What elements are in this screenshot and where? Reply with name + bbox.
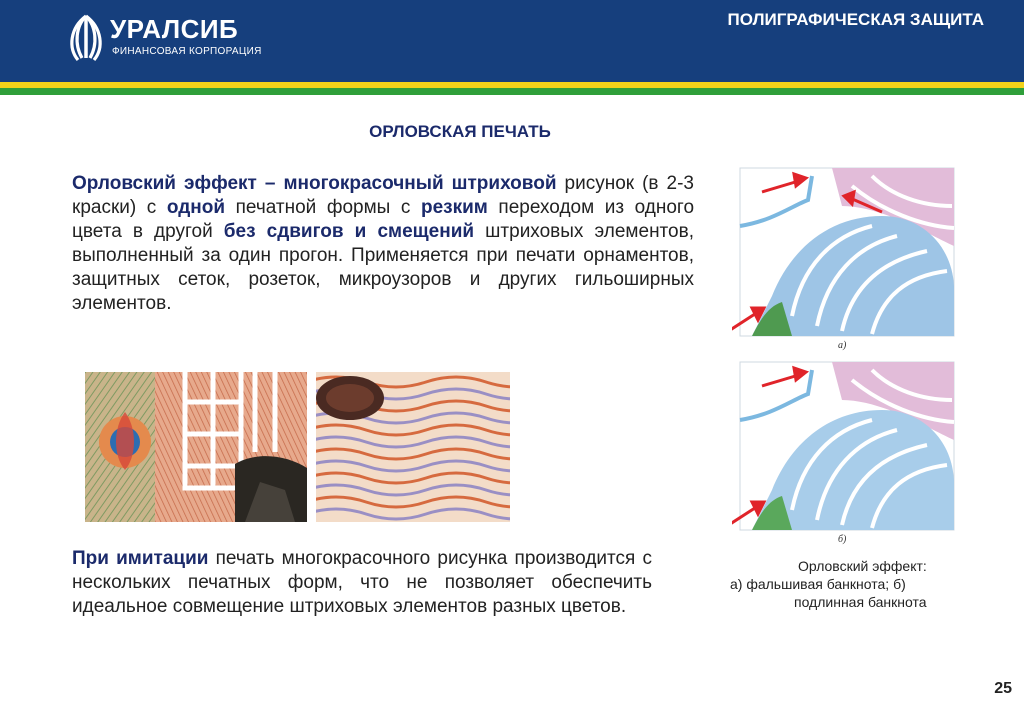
text-span: рисунок (в 2-3 краски) с: [72, 173, 694, 218]
paragraph-definition: [72, 172, 694, 316]
page-number: 25: [994, 680, 1012, 697]
text-span: печать многокрасочного рисунка производится с нескольких печатных форм, что не позволяет обеспечить идеальное совмещение штриховых элементов разных цветов.: [72, 548, 652, 617]
brand-subtitle: ФИНАНСОВАЯ КОРПОРАЦИЯ: [112, 46, 262, 57]
slide-title: ОРЛОВСКАЯ ПЕЧАТЬ: [369, 122, 551, 141]
keyword-imitation: При имитации: [72, 548, 209, 569]
banknote-fragment-image: [85, 372, 307, 522]
keyword-no-shift: без сдвигов и смещений: [223, 221, 475, 242]
figure-genuine-banknote: [732, 360, 956, 534]
figure-fake-banknote: [732, 166, 956, 340]
keyword-orlov-effect: Орловский эффект – многокрасочный штриховой: [72, 173, 557, 194]
text-span: переходом из одного цвета в другой: [72, 197, 695, 242]
figure-label-a: а): [838, 340, 847, 351]
paragraph-imitation: [72, 547, 652, 619]
caption-line-3: подлинная банкнота: [794, 594, 927, 610]
keyword-sharp: резким: [420, 197, 488, 218]
caption-line-2: а) фальшивая банкнота; б): [730, 576, 906, 592]
text-span: штриховых элементов, выполненный за один прогон. Применяется при печати орнаментов, защитных сеток, розеток, микроузоров и других гильоширных элементов.: [72, 221, 694, 314]
green-stripe: [0, 88, 1024, 95]
header-bar: [0, 0, 1024, 82]
text-span: печатной формы с: [225, 197, 421, 218]
keyword-one: одной: [166, 197, 226, 218]
figure-caption: [730, 557, 990, 611]
brand-name: УРАЛСИБ: [110, 14, 239, 44]
caption-line-1: Орловский эффект:: [798, 558, 927, 574]
figure-label-b: б): [838, 534, 847, 545]
section-title: ПОЛИГРАФИЧЕСКАЯ ЗАЩИТА: [727, 10, 984, 29]
wavy-pattern-image: [316, 372, 510, 522]
